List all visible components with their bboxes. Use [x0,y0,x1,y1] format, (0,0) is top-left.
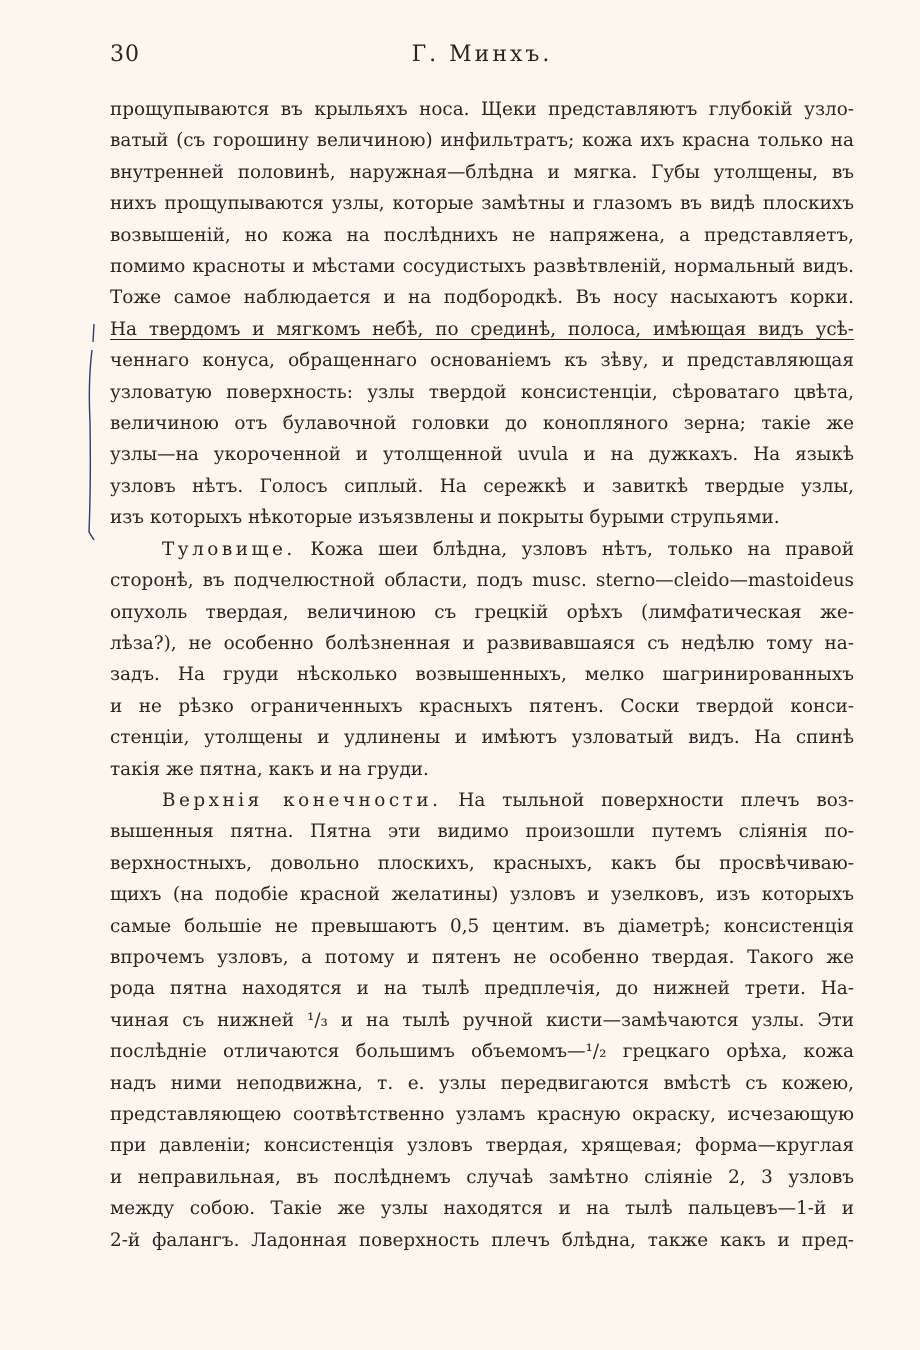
text-line: вышенныя пятна. Пятна эти видимо произошли путемъ сліянія по- [110,821,854,843]
text-line: и неправильная, въ послѣднемъ случаѣ замѣтно сліяніе 2, 3 узловъ [110,1166,854,1188]
text-line: стенціи, утолщены и удлинены и имѣютъ узловатый видъ. На спинѣ [110,727,854,749]
text-line: прощупываются въ крыльяхъ носа. Щеки представляютъ глубокій узло- [110,99,854,120]
text-line: 2-й фалангъ. Ладонная поверхность плечъ блѣдна, также какъ и пред- [110,1229,854,1251]
text-line: узловатую поверхность: узлы твердой консистенціи, сѣроватаго цвѣта, [110,381,854,403]
text-line: возвышеній, но кожа на послѣднихъ не напряжена, а представляетъ, [110,224,854,246]
running-title: Г. Минхъ. [411,42,553,67]
text-line: впрочемъ узловъ, а потому и пятенъ не особенно твердая. Такого же [110,946,854,968]
text-line: изъ которыхъ нѣкоторые изъязвлены и покрыты бурыми струпьями. [110,507,780,529]
text-line: представляющею соотвѣтственно узламъ красную окраску, исчезающую [110,1104,854,1125]
text-line: рода пятна находятся и на тылѣ предплечія, до нижней трети. На- [110,978,854,1000]
margin-bracket-mark [84,322,98,542]
page-number: 30 [110,42,140,67]
text-line: щихъ (на подобіе красной желатины) узловъ и узелковъ, изъ которыхъ [110,884,854,906]
text-line: верхностныхъ, довольно плоскихъ, красныхъ, какъ бы просвѣчиваю- [110,852,854,874]
section-heading-line: Туловище. Кожа шеи блѣдна, узловъ нѣтъ, только на правой [162,538,854,560]
text-line: опухоль твердая, величиною съ грецкій орѣхъ (лимфатическая же- [110,601,854,623]
text-line: ватый (съ горошину величиною) инфильтратъ; кожа ихъ красна только на [110,130,854,152]
text-line: нихъ прощупываются узлы, которые замѣтны и глазомъ въ видѣ плоскихъ [110,193,854,215]
text-line: самые большіе не превышаютъ 0,5 центим. въ діаметрѣ; консистенція [110,915,854,937]
text-line: при давленіи; консистенція узловъ твердая, хрящевая; форма—круглая [110,1135,854,1157]
text-line: задъ. На груди нѣсколько возвышенныхъ, мелко шагринированныхъ [110,664,854,686]
text-line: помимо красноты и мѣстами сосудистыхъ развѣтвленій, нормальный видъ. [110,256,854,278]
text-line: узловъ нѣтъ. Голосъ сиплый. На сережкѣ и завиткѣ твердые узлы, [110,475,854,497]
text-line: надъ ними неподвижна, т. е. узлы передвигаются вмѣстѣ съ кожею, [110,1072,854,1094]
section-heading: Туловище. [162,538,296,560]
text-line: такія же пятна, какъ и на груди. [110,758,429,780]
page-header [110,42,854,74]
section-heading-line: Верхнія конечности. На тыльной поверхности плечъ воз- [162,789,855,811]
text-line: узлы—на укороченной и утолщенной uvula и на дужкахъ. На языкѣ [110,444,854,466]
body-text [110,94,854,1256]
text-line: Тоже самое наблюдается и на подбородкѣ. Въ носу насыхаютъ корки. [110,287,854,309]
text-line: чиная съ нижней ¹/₃ и на тылѣ ручной кисти—замѣчаются узлы. Эти [110,1009,854,1031]
text-line: послѣдніе отличаются большимъ объемомъ—¹/₂ грецкаго орѣха, кожа [110,1041,854,1063]
text-line: лѣза?), не особенно болѣзненная и развивавшаяся съ недѣлю тому на- [110,632,854,654]
text-line: На твердомъ и мягкомъ небѣ, по срединѣ, полоса, имѣющая видъ усѣ- [110,318,854,340]
text-line: сторонѣ, въ подчелюстной области, подъ musc. sterno—cleido—mastoideus [110,570,854,592]
text-line: внутренней половинѣ, наружная—блѣдна и мягка. Губы утолщены, въ [110,161,854,183]
text-line: ченнаго конуса, обращеннаго основаніемъ къ зѣву, и представляющая [110,350,854,372]
text-line: между собою. Такіе же узлы находятся и на тылѣ пальцевъ—1-й и [110,1198,854,1220]
text-line: и не рѣзко ограниченныхъ красныхъ пятенъ. Соски твердой конси- [110,695,854,717]
text-line: величиною отъ булавочной головки до конопляного зерна; такіе же [110,413,854,435]
section-heading: Верхнія конечности. [162,789,442,811]
